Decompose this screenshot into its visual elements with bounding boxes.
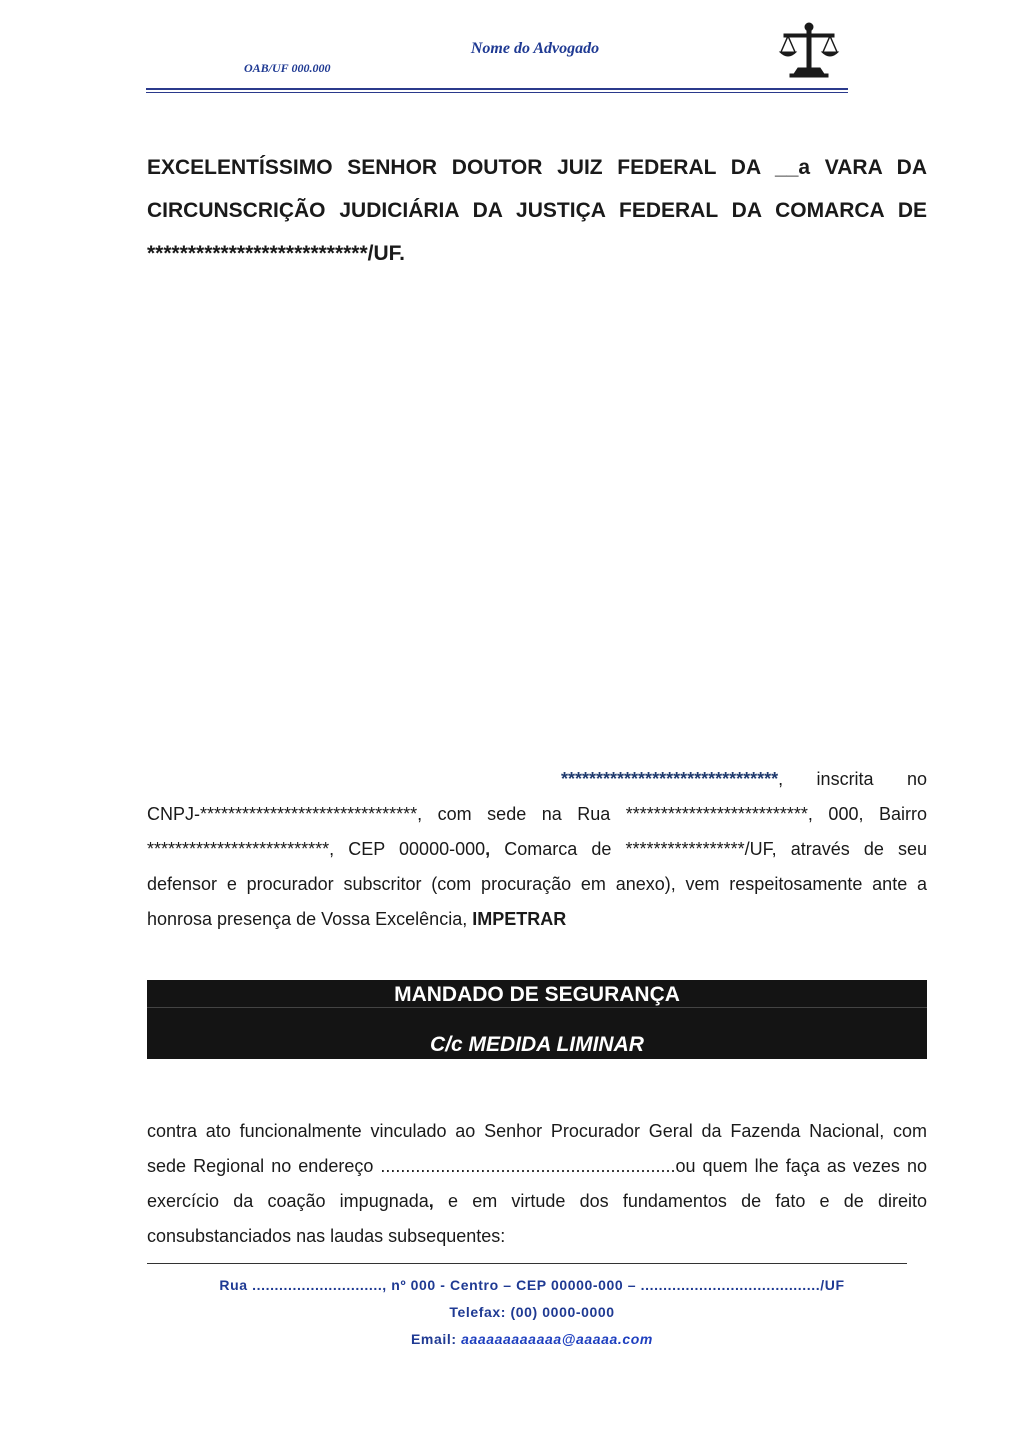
court-addressee: EXCELENTÍSSIMO SENHOR DOUTOR JUIZ FEDERAL DA __a VARA DA CIRCUNSCRIÇÃO JUDICIÁRIA DA JUSTIÇA FEDERAL DA COMARCA DE ***************************/UF. (147, 156, 927, 265)
petitioner-comma: , (485, 839, 491, 859)
impetrar-keyword: IMPETRAR (472, 909, 567, 929)
oab-number: OAB/UF 000.000 (244, 61, 331, 75)
respondent-paragraph (147, 1114, 927, 1254)
footer-divider (147, 1263, 907, 1264)
title-medida-liminar: C/c MEDIDA LIMINAR (430, 1033, 644, 1056)
footer-email[interactable]: aaaaaaaaaaaa@aaaaa.com (461, 1331, 653, 1347)
header-divider-thin (146, 92, 848, 93)
title-box (147, 980, 927, 1059)
footer-phone: Telefax: (00) 0000-0000 (449, 1304, 615, 1320)
petitioner-text-b: Comarca de *****************/UF, através de seu defensor e procurador subscritor (com procuração em anexo), vem respeitosamente ante a honrosa presença de Vossa Excelência, (147, 839, 927, 929)
footer-address: Rua ............................., nº 000 - Centro – CEP 00000-000 – ......................................../UF (219, 1277, 845, 1293)
lawyer-name: Nome do Advogado (470, 40, 600, 57)
company-name: ******************************* (561, 769, 779, 789)
header-divider (146, 88, 848, 90)
petitioner-text-a: , inscrita no CNPJ-*******************************, com sede na Rua **************************, 000, Bairro **************************, CEP 00000-000 (147, 769, 927, 859)
respondent-text-a: contra ato funcionalmente vinculado ao Senhor Procurador Geral da Fazenda Nacional, com sede Regional no endereço ...........................................................ou quem lhe faça as vezes no exercício da coação impugnada (147, 1121, 927, 1211)
footer-email-label: Email: (410, 1331, 462, 1347)
scales-of-justice-icon (778, 22, 840, 78)
title-mandado: MANDADO DE SEGURANÇA (394, 983, 680, 1006)
petitioner-paragraph (147, 762, 927, 937)
respondent-comma: , (428, 1191, 434, 1211)
respondent-text-b: e em virtude dos fundamentos de fato e de direito consubstanciados nas laudas subsequentes: (147, 1191, 927, 1246)
footer-email-line (147, 1331, 917, 1347)
